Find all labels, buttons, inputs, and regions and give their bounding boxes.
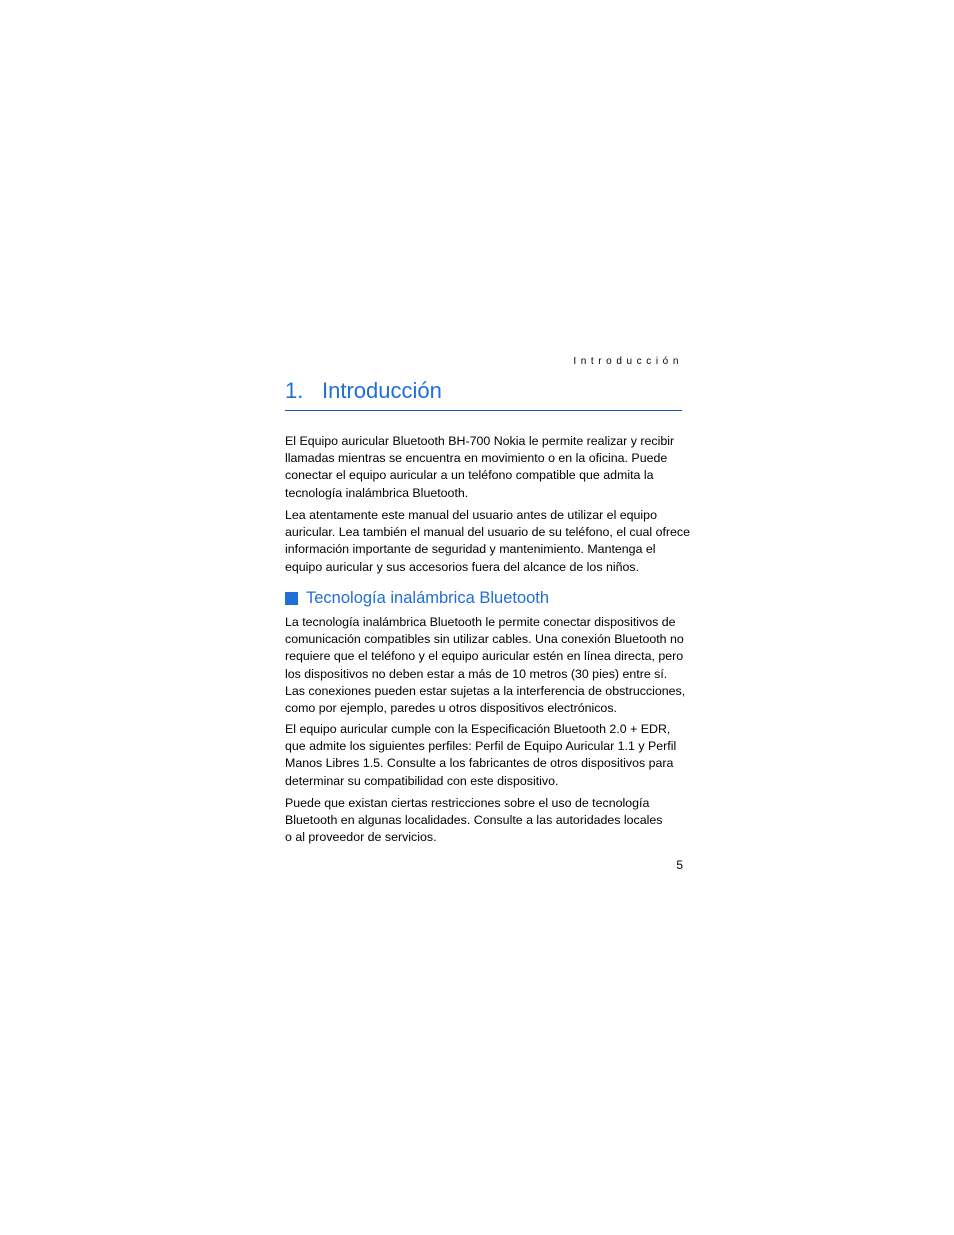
text-line: Bluetooth en algunas localidades. Consulte a las autoridades locales [285,813,663,828]
text-line: determinar su compatibilidad con este dispositivo. [285,773,559,788]
section-heading [285,589,549,608]
section-paragraph-1 [285,614,685,717]
text-line: que admite los siguientes perfiles: Perfil de Equipo Auricular 1.1 y Perfil [285,739,677,754]
text-line: como por ejemplo, paredes u otros dispositivos electrónicos. [285,701,617,716]
chapter-number: 1. [285,378,304,403]
intro-paragraph-2 [285,507,691,576]
text-line: El Equipo auricular Bluetooth BH-700 Nokia le permite realizar y recibir [285,434,675,448]
text-line: información importante de seguridad y mantenimiento. Mantenga el [285,542,656,557]
text-line: comunicación compatibles sin utilizar cables. Una conexión Bluetooth no [285,632,684,647]
text-line: equipo auricular y sus accesorios fuera del alcance de los niños. [285,559,640,574]
text-line: La tecnología inalámbrica Bluetooth le permite conectar dispositivos de [285,615,676,629]
square-bullet-icon [285,592,298,605]
page-number: 5 [676,858,683,872]
chapter-title-text: Introducción [322,378,442,403]
section-paragraph-2 [285,721,685,790]
text-line: los dispositivos no deben estar a más de 10 metros (30 pies) entre sí. [285,666,668,681]
section-heading-text: Tecnología inalámbrica Bluetooth [306,589,550,607]
text-line: conectar el equipo auricular a un teléfono compatible que admita la [285,468,654,483]
intro-paragraph-1 [285,433,685,502]
text-line: auricular. Lea también el manual del usuario de su teléfono, el cual ofrece [285,525,691,540]
running-header: Introducción [573,356,683,367]
text-line: Puede que existan ciertas restricciones sobre el uso de tecnología [285,796,650,810]
text-line: El equipo auricular cumple con la Especificación Bluetooth 2.0 + EDR, [285,722,671,736]
section-paragraph-3 [285,795,685,847]
chapter-title [285,378,682,411]
text-line: requiere que el teléfono y el equipo auricular estén en línea directa, pero [285,649,684,664]
text-line: o al proveedor de servicios. [285,830,437,845]
text-line: llamadas mientras se encuentra en movimiento o en la oficina. Puede [285,451,668,466]
text-line: Las conexiones pueden estar sujetas a la interferencia de obstrucciones, [285,683,686,698]
text-line: Lea atentamente este manual del usuario antes de utilizar el equipo [285,508,657,522]
text-line: tecnología inalámbrica Bluetooth. [285,485,469,500]
text-line: Manos Libres 1.5. Consulte a los fabricantes de otros dispositivos para [285,756,674,771]
